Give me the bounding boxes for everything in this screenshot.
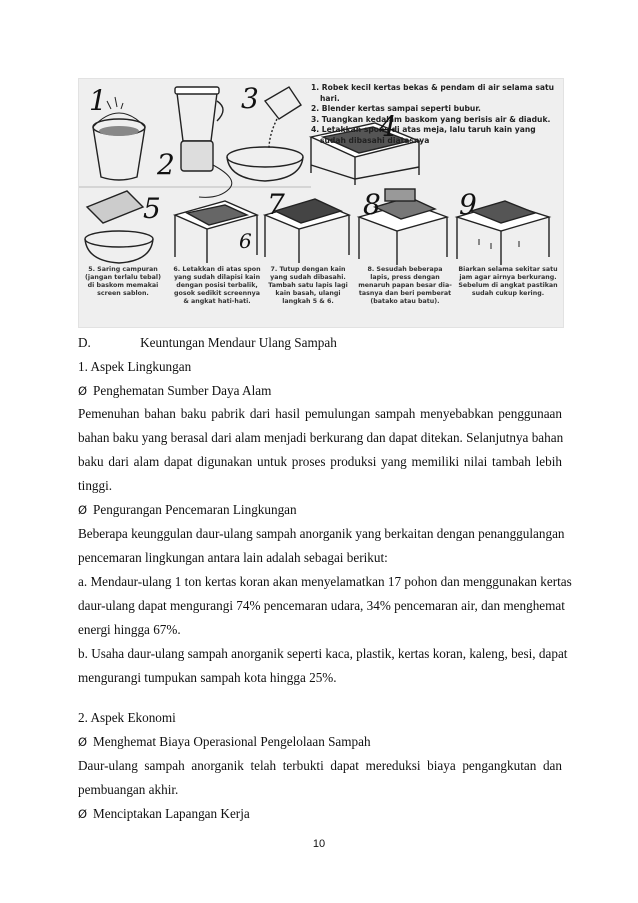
instruction-4: 4. Letakkan spons di atas meja, lalu taruh kain yang sudah dibasahi diatasnya xyxy=(311,125,536,145)
para1-line-2: bahan baku yang berasal dari alam menjadi berkurang dan dapat ditekan. Selanjutnya bahan xyxy=(78,430,564,445)
instruction-1: 1. Robek kecil kertas bekas & pendam di air selama satu hari. xyxy=(311,83,555,103)
para3-line-2: pembuangan akhir. xyxy=(78,782,179,797)
item-b-line-2: mengurangi tumpukan sampah kota hingga 25%. xyxy=(78,670,337,685)
bullet-arrow-icon: Ø xyxy=(78,807,88,821)
bullet-arrow-icon: Ø xyxy=(78,503,88,517)
page-number: 10 xyxy=(312,838,326,850)
paper-recycling-illustration xyxy=(78,78,564,328)
step-number-7: 7 xyxy=(267,188,285,221)
bullet-3-text: Menghemat Biaya Operasional Pengelolaan Sampah xyxy=(93,734,371,749)
step-number-3: 3 xyxy=(241,82,259,115)
instruction-list xyxy=(311,83,559,147)
bullet-arrow-icon: Ø xyxy=(78,735,88,749)
para3-line-1: Daur-ulang sampah anorganik telah terbukti dapat mereduksi biaya pengangkutan dan xyxy=(78,758,562,773)
item-a-line-2: daur-ulang dapat mengurangi 74% pencemaran udara, 34% pencemaran air, dan menghemat xyxy=(78,598,565,613)
section-heading xyxy=(78,335,562,351)
para1-line-1: Pemenuhan bahan baku pabrik dari hasil pemulungan sampah menyebabkan penggunaan xyxy=(78,406,562,421)
bullet-2 xyxy=(78,502,562,518)
step-number-6: 6 xyxy=(239,229,252,253)
caption-step-5: 5. Saring campuran (jangan terlalu tebal) di baskom memakai screen sablon. xyxy=(85,266,161,298)
section-letter: D. xyxy=(78,335,91,350)
step-number-9: 9 xyxy=(459,188,477,221)
basin-pouring-drawing xyxy=(227,82,303,181)
para1-line-4: tinggi. xyxy=(78,478,113,493)
item-a-line-3: energi hingga 67%. xyxy=(78,622,181,637)
step-number-2: 2 xyxy=(157,148,175,181)
section-title: Keuntungan Mendaur Ulang Sampah xyxy=(140,335,337,350)
bullet-4 xyxy=(78,806,562,822)
bullet-arrow-icon: Ø xyxy=(78,384,88,398)
item-a-line-1: a. Mendaur-ulang 1 ton kertas koran akan menyelamatkan 17 pohon dan menggunakan kertas xyxy=(78,574,572,589)
blender-drawing xyxy=(175,87,232,197)
caption-step-9: Biarkan selama sekitar satu jam agar airnya berkurang. Sebelum di angkat pastikan sudah cukup kering. xyxy=(458,266,558,298)
bullet-2-text: Pengurangan Pencemaran Lingkungan xyxy=(93,502,297,517)
caption-step-7: 7. Tutup dengan kain yang sudah dibasahi. Tambah satu lapis lagi kain basah, ulangi langkah 5 & 6. xyxy=(268,266,348,306)
aspect-2-heading: 2. Aspek Ekonomi xyxy=(78,710,176,725)
caption-step-8: 8. Sesudah beberapa lapis, press dengan menaruh papan besar dia-tasnya dan beri pemberat (batako atau batu). xyxy=(358,266,452,306)
para2-line-2: pencemaran lingkungan antara lain adalah sebagai berikut: xyxy=(78,550,388,565)
step-number-5: 5 xyxy=(143,192,161,225)
bullet-4-text: Menciptakan Lapangan Kerja xyxy=(93,806,250,821)
bullet-1-text: Penghematan Sumber Daya Alam xyxy=(93,383,272,398)
step-number-4: 4 xyxy=(379,110,397,143)
instruction-2: 2. Blender kertas sampai seperti bubur. xyxy=(311,104,481,114)
bullet-3 xyxy=(78,734,562,750)
aspect-1-heading: 1. Aspek Lingkungan xyxy=(78,359,192,374)
step-number-1: 1 xyxy=(89,84,107,117)
bullet-1 xyxy=(78,383,562,399)
caption-step-6: 6. Letakkan di atas spon yang sudah dilapisi kain dengan posisi terbalik, gosok sedikit screennya & angkat hati-hati. xyxy=(173,266,261,306)
step-number-8: 8 xyxy=(363,188,381,221)
instruction-3: 3. Tuangkan kedalam baskom yang berisis air & diaduk. xyxy=(311,114,551,124)
para2-line-1: Beberapa keunggulan daur-ulang sampah anorganik yang berkaitan dengan penanggulangan xyxy=(78,526,565,541)
para1-line-3: baku dari alam dapat digunakan untuk proses produksi yang memiliki nilai tambah lebih xyxy=(78,454,562,469)
item-b-line-1: b. Usaha daur-ulang sampah anorganik seperti kaca, plastik, kertas koran, kaleng, besi, dapat xyxy=(78,646,568,661)
